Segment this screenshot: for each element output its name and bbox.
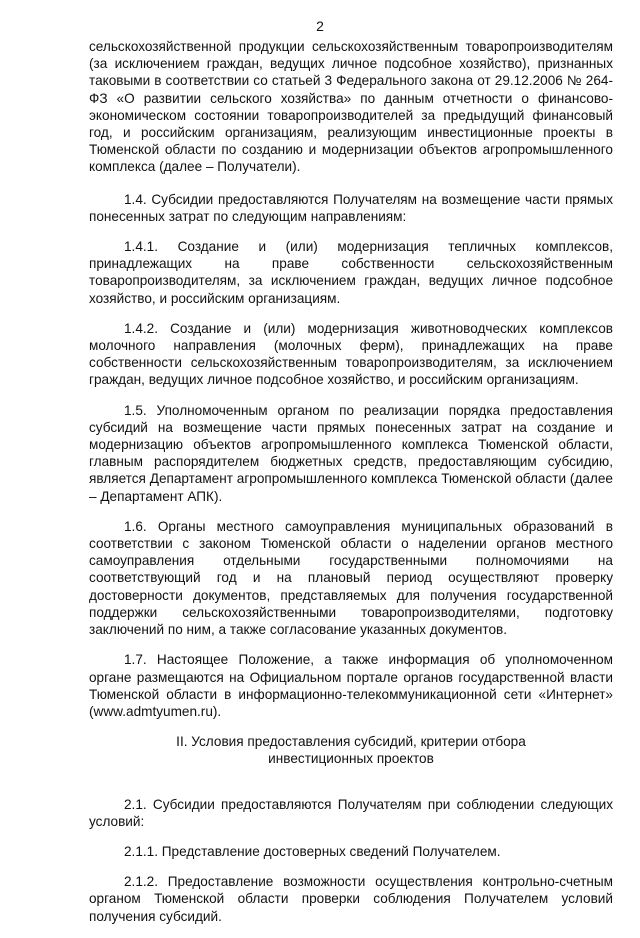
paragraph-1-5: 1.5. Уполномоченным органом по реализации порядка предоставления субсидий на возмещение части прямых понесенных затрат на создание и модернизацию объектов агропромышленного комплекса Тюменской области, главным распорядителем бюджетных средств, предоставляющим субсидию, является Департамент агропромышленного комплекса Тюменской области (далее – Департамент АПК). [89, 402, 613, 504]
section-title [89, 733, 613, 767]
paragraph-1-4-2: 1.4.2. Создание и (или) модернизация животноводческих комплексов молочного направления (молочных ферм), принадлежащих на праве собственности сельскохозяйственным товаропроизводителям, за исключением граждан, ведущих личное подсобное хозяйство, и российским организациям. [89, 320, 613, 388]
paragraph-2-1-2: 2.1.2. Предоставление возможности осуществления контрольно-счетным органом Тюменской области проверки соблюдения Получателем условий получения субсидий. [89, 874, 613, 924]
paragraph-1-6: 1.6. Органы местного самоуправления муниципальных образований в соответствии с законом Тюменской области о наделении органов местного самоуправления отдельными государственными полномочиями на соответствующий год и на плановый период осуществляют проверку достоверности документов, представляемых для получения государственной поддержки сельскохозяйственными товаропроизводителями, подготовку заключений по ним, а также согласование указанных документов. [89, 518, 613, 638]
paragraph-2-1: 2.1. Субсидии предоставляются Получателям при соблюдении следующих условий: [89, 796, 613, 829]
document-body [89, 38, 613, 938]
paragraph-1-7: 1.7. Настоящее Положение, а также информация об уполномоченном органе размещаются на Официальном портале органов государственной власти Тюменской области в информационно-телекоммуникационной сети «Интернет» (www.admtyumen.ru). [89, 652, 613, 719]
paragraph-1-4-1: 1.4.1. Создание и (или) модернизация тепличных комплексов, принадлежащих на праве собственности сельскохозяйственным товаропроизводителям, за исключением граждан, ведущих личное подсобное хозяйство, и российским организациям. [89, 239, 613, 306]
paragraph-intro: сельскохозяйственной продукции сельскохозяйственным товаропроизводителям (за исключением граждан, ведущих личное подсобное хозяйство), признанных таковыми в соответствии со статьей 3 Федерального закона от 29.12.2006 № 264-ФЗ «О развитии сельского хозяйства» по данным отчетности о финансово-экономическом состоянии товаропроизводителей за предыдущий финансовый год, и российским организациям, реализующим инвестиционные проекты в Тюменской области по созданию и модернизации объектов агропромышленного комплекса (далее – Получатели). [89, 39, 613, 175]
paragraph-1-4: 1.4. Субсидии предоставляются Получателям на возмещение части прямых понесенных затрат по следующим направлениям: [89, 191, 613, 224]
paragraph-2-1-1: 2.1.1. Представление достоверных сведений Получателем. [124, 843, 501, 859]
page-number: 2 [316, 18, 324, 34]
section-title-line-1: II. Условия предоставления субсидий, критерии отбора [176, 734, 526, 750]
section-title-line-2: инвестиционных проектов [268, 751, 434, 767]
